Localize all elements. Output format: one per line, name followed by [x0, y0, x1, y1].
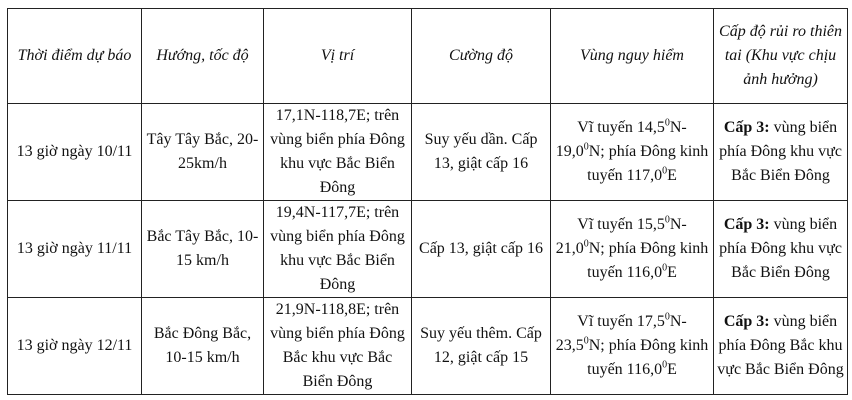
danger-text: N-21,0 [555, 216, 687, 257]
forecast-table [7, 8, 848, 395]
cell-risk [714, 104, 848, 201]
danger-text: E [667, 264, 677, 281]
cell-danger-zone [551, 298, 714, 395]
danger-text: N-19,0 [555, 119, 687, 160]
danger-text: N; phía Đông kinh tuyến 116,0 [587, 240, 709, 281]
cell-direction: Bắc Tây Bắc, 10-15 km/h [142, 201, 264, 298]
degree-sup: 0 [583, 141, 589, 153]
risk-level: Cấp 3: [723, 313, 770, 330]
degree-sup: 0 [664, 311, 670, 323]
header-direction: Hướng, tốc độ [142, 9, 264, 104]
cell-time: 13 giờ ngày 11/11 [8, 201, 142, 298]
risk-area: vùng biển phía Đông Bắc khu vực Bắc Biển Đông [717, 313, 844, 378]
risk-level: Cấp 3: [723, 119, 770, 136]
cell-danger-zone [551, 104, 714, 201]
cell-time: 13 giờ ngày 12/11 [8, 298, 142, 395]
cell-time: 13 giờ ngày 10/11 [8, 104, 142, 201]
header-time: Thời điểm dự báo [8, 9, 142, 104]
cell-risk [714, 201, 848, 298]
degree-sup: 0 [662, 262, 668, 274]
header-position: Vị trí [264, 9, 412, 104]
table-row [8, 104, 848, 201]
header-intensity: Cường độ [412, 9, 551, 104]
risk-level: Cấp 3: [723, 216, 770, 233]
cell-direction: Tây Tây Bắc, 20-25km/h [142, 104, 264, 201]
danger-text: N; phía Đông kinh tuyến 116,0 [587, 337, 709, 378]
cell-position: 21,9N-118,8E; trên vùng biển phía Đông Bắc khu vực Bắc Biển Đông [264, 298, 412, 395]
cell-position: 17,1N-118,7E; trên vùng biển phía Đông khu vực Bắc Biển Đông [264, 104, 412, 201]
header-danger-zone: Vùng nguy hiểm [551, 9, 714, 104]
risk-area: vùng biển phía Đông khu vực Bắc Biển Đông [719, 216, 842, 281]
danger-text: Vĩ tuyến 17,5 [577, 313, 665, 330]
table-row [8, 201, 848, 298]
cell-intensity: Suy yếu dần. Cấp 13, giật cấp 16 [412, 104, 551, 201]
cell-danger-zone [551, 201, 714, 298]
danger-text: Vĩ tuyến 15,5 [577, 216, 665, 233]
danger-text: E [667, 361, 677, 378]
danger-text: N-23,5 [555, 313, 687, 354]
cell-intensity: Cấp 13, giật cấp 16 [412, 201, 551, 298]
degree-sup: 0 [583, 238, 589, 250]
danger-text: Vĩ tuyến 14,5 [577, 119, 665, 136]
risk-area: vùng biển phía Đông khu vực Bắc Biển Đông [719, 119, 842, 184]
degree-sup: 0 [662, 359, 668, 371]
table-row [8, 298, 848, 395]
header-risk-level: Cấp độ rủi ro thiên tai (Khu vực chịu ảnh hưởng) [714, 9, 848, 104]
cell-intensity: Suy yếu thêm. Cấp 12, giật cấp 15 [412, 298, 551, 395]
cell-direction: Bắc Đông Bắc, 10-15 km/h [142, 298, 264, 395]
degree-sup: 0 [664, 214, 670, 226]
cell-position: 19,4N-117,7E; trên vùng biển phía Đông khu vực Bắc Biển Đông [264, 201, 412, 298]
degree-sup: 0 [662, 165, 668, 177]
cell-risk [714, 298, 848, 395]
degree-sup: 0 [583, 335, 589, 347]
danger-text: N; phía Đông kinh tuyến 117,0 [587, 143, 709, 184]
header-row [8, 9, 848, 104]
degree-sup: 0 [664, 117, 670, 129]
danger-text: E [667, 167, 677, 184]
